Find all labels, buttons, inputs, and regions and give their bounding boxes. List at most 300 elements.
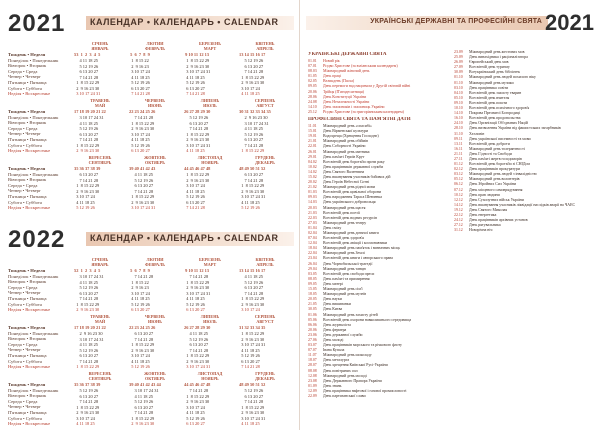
day-row: 1 8 15 22 [129,279,149,285]
day-row: 6 13 20 27 [74,290,99,296]
holiday-date: 09.10 [454,100,463,105]
weekday-names [8,382,72,427]
calendar-title: КАЛЕНДАР • КАЛЕНДАРЬ • CALENDAR [90,233,279,243]
holiday-date: 19.01 [308,134,317,139]
day-row: 4 11 18 25 [239,91,260,96]
holiday-name: Міжнародний день митника [323,149,370,154]
year-title-bar [86,232,294,246]
holiday-name: Міжнародний день жестових мов [469,50,525,54]
day-row: 7 14 21 28 [129,115,154,120]
month-block [239,315,291,371]
day-row: 1 8 15 22 29 [239,74,265,80]
day-row: 5 12 19 26 [184,415,205,421]
day-row: 5 12 19 26 [129,364,150,369]
months-row [74,99,294,155]
month-days [129,388,181,427]
month-days [74,172,126,211]
day-row: 1 8 15 22 29 [184,393,210,399]
weekday-name: Середа • Среда [8,284,38,290]
month-label: КВІТЕНЬ АПРЕЛЬ [255,258,275,267]
day-row: 7 14 21 28 [129,410,154,415]
day-row: 6 13 20 27 [129,85,150,91]
month-days [129,172,181,211]
week-numbers: 22 23 24 25 26 [129,109,156,114]
day-row: 4 11 18 25 [129,172,153,177]
day-row: 4 11 18 25 [74,421,95,426]
holiday-date: 13.11 [454,141,463,146]
day-row: 6 13 20 27 [239,358,260,364]
month-days [239,388,291,427]
day-row: 7 14 21 28 [74,137,99,142]
weekday-name: Субота • Суббота [8,415,42,421]
day-row: 6 13 20 27 [129,307,150,312]
day-row: 3 10 17 24 [239,85,260,91]
weekday-name: П'ятниця • Пятница [8,409,47,415]
month-days [129,331,181,370]
holiday-date: 16.10 [454,116,463,121]
holiday-date: 24.12 [454,218,463,223]
month-days [239,331,291,370]
holiday-date: 14.03 [308,200,317,205]
holiday-name: День Соборності України [323,144,366,149]
day-row: 2 9 16 23 [129,285,149,290]
day-row: 5 12 19 26 [184,80,205,85]
day-row: 4 11 18 25 [74,120,98,126]
holiday-date: 05.06 [308,317,317,322]
holiday-name: День визволення України від фашистських загарбників [469,126,561,131]
holiday-date: 22.12 [454,213,463,217]
day-row: 4 11 18 25 [74,342,98,347]
day-row: 1 8 15 22 29 [239,183,265,188]
month-days [184,274,236,313]
day-row: 7 14 21 28 [184,388,209,393]
holiday-date: 24.10 [454,121,463,126]
weekday-name: Субота • Суббота [8,142,42,148]
holiday-date: 05.10 [454,95,463,100]
holiday-date: 01.03 [308,190,317,195]
weekday-names [8,109,72,154]
day-row: 2 9 16 23 30 [239,115,268,120]
month-block [74,258,126,314]
holiday-name: День матері [323,281,343,286]
day-row: 5 12 19 26 [239,131,264,137]
day-row: 6 13 20 27 [74,393,99,399]
holiday-name: День науки [323,297,342,302]
day-row: 7 14 21 28 [239,69,264,74]
day-row: 4 11 18 25 [239,126,263,131]
holiday-name: Міжнародний день захисту дітей [323,312,378,317]
month-label: ЛЮТИЙ ФЕВРАЛЬ [144,42,166,51]
holiday-date: 21.02 [308,185,317,190]
month-days [239,274,291,313]
month-block [129,156,181,212]
holiday-date: 23.04 [308,256,317,261]
month-label: ВЕРЕСЕНЬ СЕНТЯБРЬ [88,372,112,381]
day-row: 4 11 18 25 [74,279,98,285]
week-numbers: 52 1 2 3 4 5 [74,268,101,273]
day-row: 3 10 17 24 [129,290,150,296]
holiday-date: 09.11 [454,136,463,141]
day-row: 3 10 17 24 31 [74,115,104,120]
holiday-name: Всесвітній день цивільної оборони [323,190,382,195]
holiday-date: 11.07 [308,353,317,358]
week-numbers: 48 49 50 51 52 [239,166,266,171]
day-row: 2 9 16 23 30 [184,399,210,404]
month-days [129,115,181,154]
weekday-name: Четвер • Четверг [8,347,41,353]
holiday-name: Міжнародний день людей з інвалідністю [469,172,537,177]
holiday-name: Міжнародний день рідної мови [323,185,375,190]
month-days [129,58,181,97]
holiday-name: Покрова Пресвятої Богородиці [469,111,521,116]
month-label: ГРУДЕНЬ ДЕКАБРЬ [255,372,275,381]
day-row: 3 10 17 24 [129,131,150,137]
day-row: 5 12 19 26 [239,205,260,210]
weekday-name: Вівторок • Вторник [8,177,47,183]
holiday-name: Міжнародний день «спасибі» [323,124,372,129]
day-row: 1 8 15 22 29 [129,194,155,199]
day-row: 3 10 17 24 [184,404,205,410]
month-days [184,331,236,370]
day-row: 3 10 17 24 31 [129,205,156,210]
day-row: 7 14 21 28 [239,364,260,369]
holidays-header [306,8,594,36]
holiday-name: День прав людини [469,192,500,197]
weekday-name: Неділя • Воскресенье [8,205,51,211]
holiday-name: Міжнародний день сім'ї [323,287,363,292]
weekday-name: Понеділок • Понедельник [8,57,59,63]
month-label: ЛИСТОПАД НОЯБРЬ [197,156,223,165]
holiday-date: 26.09 [454,60,463,65]
day-row: 4 11 18 25 [129,358,150,364]
holiday-date: 27.11 [454,156,463,161]
weekday-name: Вівторок • Вторник [8,63,47,69]
day-row: 3 10 17 24 31 [184,364,211,369]
holiday-date: 10.10 [454,106,463,111]
day-row: 7 14 21 28 [129,274,154,279]
day-row: 7 14 21 28 [129,336,154,342]
day-row: 4 11 18 25 [239,199,260,205]
holiday-date: 21.05 [308,302,317,307]
holiday-name: День працівників прокуратури [469,167,520,172]
holiday-name: Всесвітній день боротьби проти раку [323,159,385,164]
day-row: 1 8 15 22 29 [239,404,265,410]
day-row: 3 10 17 24 [74,415,95,421]
day-row: 3 10 17 24 31 [184,69,211,74]
holidays-column-2 [454,50,594,233]
week-number-label: Тиждень • Неделя [8,52,46,57]
holiday-item [308,394,448,399]
day-row: 2 9 16 23 30 [239,336,265,342]
holiday-date: 26.04 [308,261,317,266]
holiday-name: День журналіста [323,322,351,327]
day-row: 7 14 21 28 [184,205,205,210]
day-row: 1 8 15 22 29 [239,331,265,336]
holiday-date: 27.09 [454,65,463,70]
day-row: 4 11 18 25 [184,410,205,415]
day-row: 2 9 16 23 30 [184,63,210,69]
day-row: 5 12 19 26 [239,279,264,285]
holidays-year: 2021 [545,10,594,35]
month-days [239,58,291,97]
day-row: 4 11 18 25 [129,393,153,399]
holiday-name: День знань [323,383,342,388]
day-row: 5 12 19 26 [184,301,205,307]
holiday-name: Різдво Христове (за григоріанським календарем) [323,109,404,114]
month-label: ЛИПЕНЬ ИЮЛЬ [200,315,220,324]
day-row: 4 11 18 25 [184,148,205,153]
holiday-name: Міжнародний день шоколаду [323,353,372,358]
weekday-name: Субота • Суббота [8,358,42,364]
holiday-date: 02.04 [308,231,317,235]
month-days [74,58,126,97]
holiday-name: День партизанської слави [323,394,366,398]
month-days [239,172,291,211]
day-row: 3 10 17 24 31 [239,194,266,199]
day-row: 5 12 19 26 [239,58,264,63]
month-label: БЕРЕЗЕНЬ МАРТ [199,42,221,51]
section-title-professional-holidays: ПРОФЕСІЙНІ СВЯТА ТА ПАМ'ЯТНІ ДАТИ [308,117,411,123]
holiday-name: День Організації Об'єднаних Націй [469,121,528,126]
weekday-name: Середа • Среда [8,68,38,74]
holiday-name: День вишиванки [323,302,351,307]
day-row: 7 14 21 28 [74,177,99,183]
day-row: 4 11 18 25 [239,421,260,426]
holiday-date: 10.12 [454,192,463,197]
holiday-date: 16.11 [454,146,463,151]
holiday-date: 27.12 [454,223,463,228]
day-row: 6 13 20 27 [184,342,209,347]
month-block [184,99,236,155]
holiday-date: 01.06 [308,312,317,317]
month-label: СІЧЕНЬ ЯНВАРЬ [91,258,109,267]
month-label: ЧЕРВЕНЬ ИЮНЬ [144,99,166,108]
month-label: БЕРЕЗЕНЬ МАРТ [199,258,221,267]
week-numbers: 53 1 2 3 4 5 [74,52,101,57]
holiday-date: 31.12 [454,228,463,233]
holiday-name: День молоді [323,337,344,342]
day-row: 3 10 17 24 31 [74,274,104,279]
holiday-name: День української писемності та мови [469,136,531,141]
holiday-name: Всесвітній день поезії [323,210,360,215]
month-label: ГРУДЕНЬ ДЕКАБРЬ [255,156,275,165]
holiday-item [308,110,448,115]
holiday-name: День пам'яті жертв голодоморів [469,156,522,161]
holiday-name: Великдень (Пасха) [323,79,355,84]
year-number: 2022 [8,226,66,253]
day-row: 5 12 19 26 [74,63,99,69]
year-header [0,222,300,256]
holiday-name: Міжнародний день пам'яток і визначних місць [323,246,401,251]
month-days [184,58,236,97]
week-number-label: Тиждень • Неделя [8,325,46,330]
day-row: 2 9 16 23 30 [239,410,265,415]
holiday-date: 23.08 [308,378,317,383]
weekday-name: Неділя • Воскресенье [8,91,51,97]
holiday-name: День працівників морського та річкового флоту [323,343,402,348]
holiday-date: 27.03 [308,220,317,225]
day-row: 2 9 16 23 30 [129,126,155,131]
holiday-date: 09.03 [308,195,317,200]
day-row: 1 8 15 22 29 [74,404,100,410]
holiday-date: 02.05 [308,79,317,84]
day-row: 7 14 21 28 [239,399,264,404]
day-row: 1 8 15 22 29 [74,364,100,369]
month-block [239,42,291,98]
holiday-name: Всесвітній день охорони навколишнього середовища [323,317,412,322]
day-row: 4 11 18 25 [239,274,263,279]
holiday-name: Водохреща (Хрещення Господнє) [323,134,379,139]
holiday-name: Всесвітній день авіації і космонавтики [323,241,388,246]
week-number-label: Тиждень • Неделя [8,268,46,273]
day-row: 3 10 17 24 31 [184,142,211,148]
weekday-name: Четвер • Четверг [8,188,41,194]
holiday-date: 12.12 [454,197,463,202]
day-row: 5 12 19 26 [184,115,209,120]
month-days [74,274,126,313]
day-row: 6 13 20 27 [74,131,99,137]
holiday-name: День працівника освіти [469,85,509,90]
day-row: 5 12 19 26 [184,194,205,199]
state-holidays-list [308,59,448,115]
weekday-name: Понеділок • Понедельник [8,330,59,336]
months-row [74,42,294,98]
holiday-name: Всесвітній день вчителя [469,95,510,100]
holiday-date: 11.01 [308,124,317,129]
holiday-name: День сміху [323,225,342,230]
day-row: 4 11 18 25 [74,58,98,63]
week-number-label: Тиждень • Неделя [8,166,46,171]
holiday-name: День пам'яті та примирення [323,276,370,281]
holiday-name: День Києва [323,307,343,312]
holiday-name: Всесвітній день продовольства [469,116,521,121]
month-block [129,99,181,155]
holiday-name: День енергетика [469,213,497,217]
weekday-name: Середа • Среда [8,398,38,404]
holiday-name: День хрещення Київської Русі-України [323,363,388,368]
day-row: 6 13 20 27 [239,285,264,290]
quarter-row [8,99,294,155]
holiday-date: 09.05 [308,84,317,89]
day-row: 5 12 19 26 [129,80,150,85]
months-row [74,258,294,314]
day-row: 2 9 16 23 30 [184,137,210,142]
day-row: 4 11 18 25 [184,331,208,336]
month-label: ТРАВЕНЬ МАЙ [90,99,110,108]
day-row: 2 9 16 23 30 [74,188,100,194]
holiday-name: Міжнародний день танцю [323,266,367,271]
week-numbers: 44 45 46 47 48 [184,166,211,171]
holiday-name: Міжнародний день музеїв [323,292,367,297]
holiday-name: Різдво Христове (за юліанським календарем) [323,64,398,69]
day-row: 1 8 15 22 29 [239,148,265,153]
day-row: 3 10 17 24 [239,307,260,312]
month-days [184,172,236,211]
day-row: 4 11 18 25 [184,188,205,194]
holiday-date: 22.04 [308,251,317,256]
day-row: 7 14 21 28 [74,358,99,364]
month-block [74,42,126,98]
month-days [239,115,291,154]
holiday-date: 01.05 [308,74,317,79]
holiday-date: 18.07 [308,358,317,363]
holiday-name: Міжнародний день музики [469,80,514,85]
day-row: 1 8 15 22 29 [239,296,265,301]
holiday-date: 23.09 [454,50,463,54]
weekday-name: Понеділок • Понедельник [8,114,59,120]
holiday-date: 14.12 [454,202,463,207]
holiday-date: 20.03 [308,205,317,210]
day-row: 6 13 20 27 [129,404,154,410]
day-row: 6 13 20 27 [129,331,154,336]
holiday-name: День Конституції України [323,94,367,99]
day-row: 2 9 16 23 30 [74,331,103,336]
day-row: 2 9 16 23 [129,63,149,69]
day-row: 7 14 21 28 [184,347,209,353]
day-row: 7 14 21 28 [239,142,264,148]
weekday-name: Середа • Среда [8,182,38,188]
holiday-date: 20.02 [308,180,317,185]
holiday-name: Новий рік [323,59,340,63]
holiday-date: 03.10 [454,85,463,90]
week-numbers: 26 27 28 29 30 [184,325,211,330]
day-row: 7 14 21 28 [184,91,205,96]
weekday-name: Четвер • Четверг [8,131,41,137]
day-row: 7 14 21 28 [129,188,154,194]
holiday-date: 07.04 [308,236,317,241]
day-row: 3 10 17 24 [74,194,95,199]
month-label: ТРАВЕНЬ МАЙ [90,315,110,324]
month-block [74,315,126,371]
months-row [74,156,294,212]
holiday-date: 15.01 [308,129,317,134]
month-block [74,372,126,428]
day-row: 4 11 18 25 [184,296,205,301]
holiday-date: 01.09 [308,383,317,388]
year-title-bar [86,16,294,30]
week-numbers: 26 27 28 29 30 [184,109,211,114]
weekday-names [8,325,72,370]
holiday-date: 23.06 [308,332,317,337]
weekday-name: Неділя • Воскресенье [8,364,51,370]
holiday-name: День Незалежності України [323,99,370,104]
day-row: 3 10 17 24 31 [74,336,104,342]
month-block [239,258,291,314]
day-row: 1 8 15 22 29 [74,80,100,85]
holiday-date: 22.03 [308,215,317,220]
month-days [184,388,236,427]
holiday-date: 15.05 [308,287,317,292]
week-numbers: 17 18 19 20 21 22 [74,325,106,330]
holiday-date: 07.01 [308,64,317,69]
quarter-row [8,156,294,212]
day-row: 7 14 21 28 [74,296,99,301]
holiday-date: 20.06 [308,89,317,94]
weekday-name: Субота • Суббота [8,301,42,307]
day-row: 5 12 19 26 [129,399,154,404]
holiday-date: 20.05 [308,297,317,302]
professional-holidays-list [308,124,448,399]
day-row: 2 9 16 23 30 [129,421,155,426]
holiday-date: 22.09 [308,394,317,398]
holiday-name: Міжнародний день волонтерів [469,177,520,182]
holiday-date: 30.05 [308,307,317,312]
day-row: 6 13 20 27 [74,172,99,177]
day-row: 2 9 16 23 30 [184,285,210,290]
day-row: 4 11 18 25 [129,296,150,301]
holiday-name: День Героїв Небесної Сотні [323,180,370,185]
weekday-name: Вівторок • Вторник [8,120,47,126]
